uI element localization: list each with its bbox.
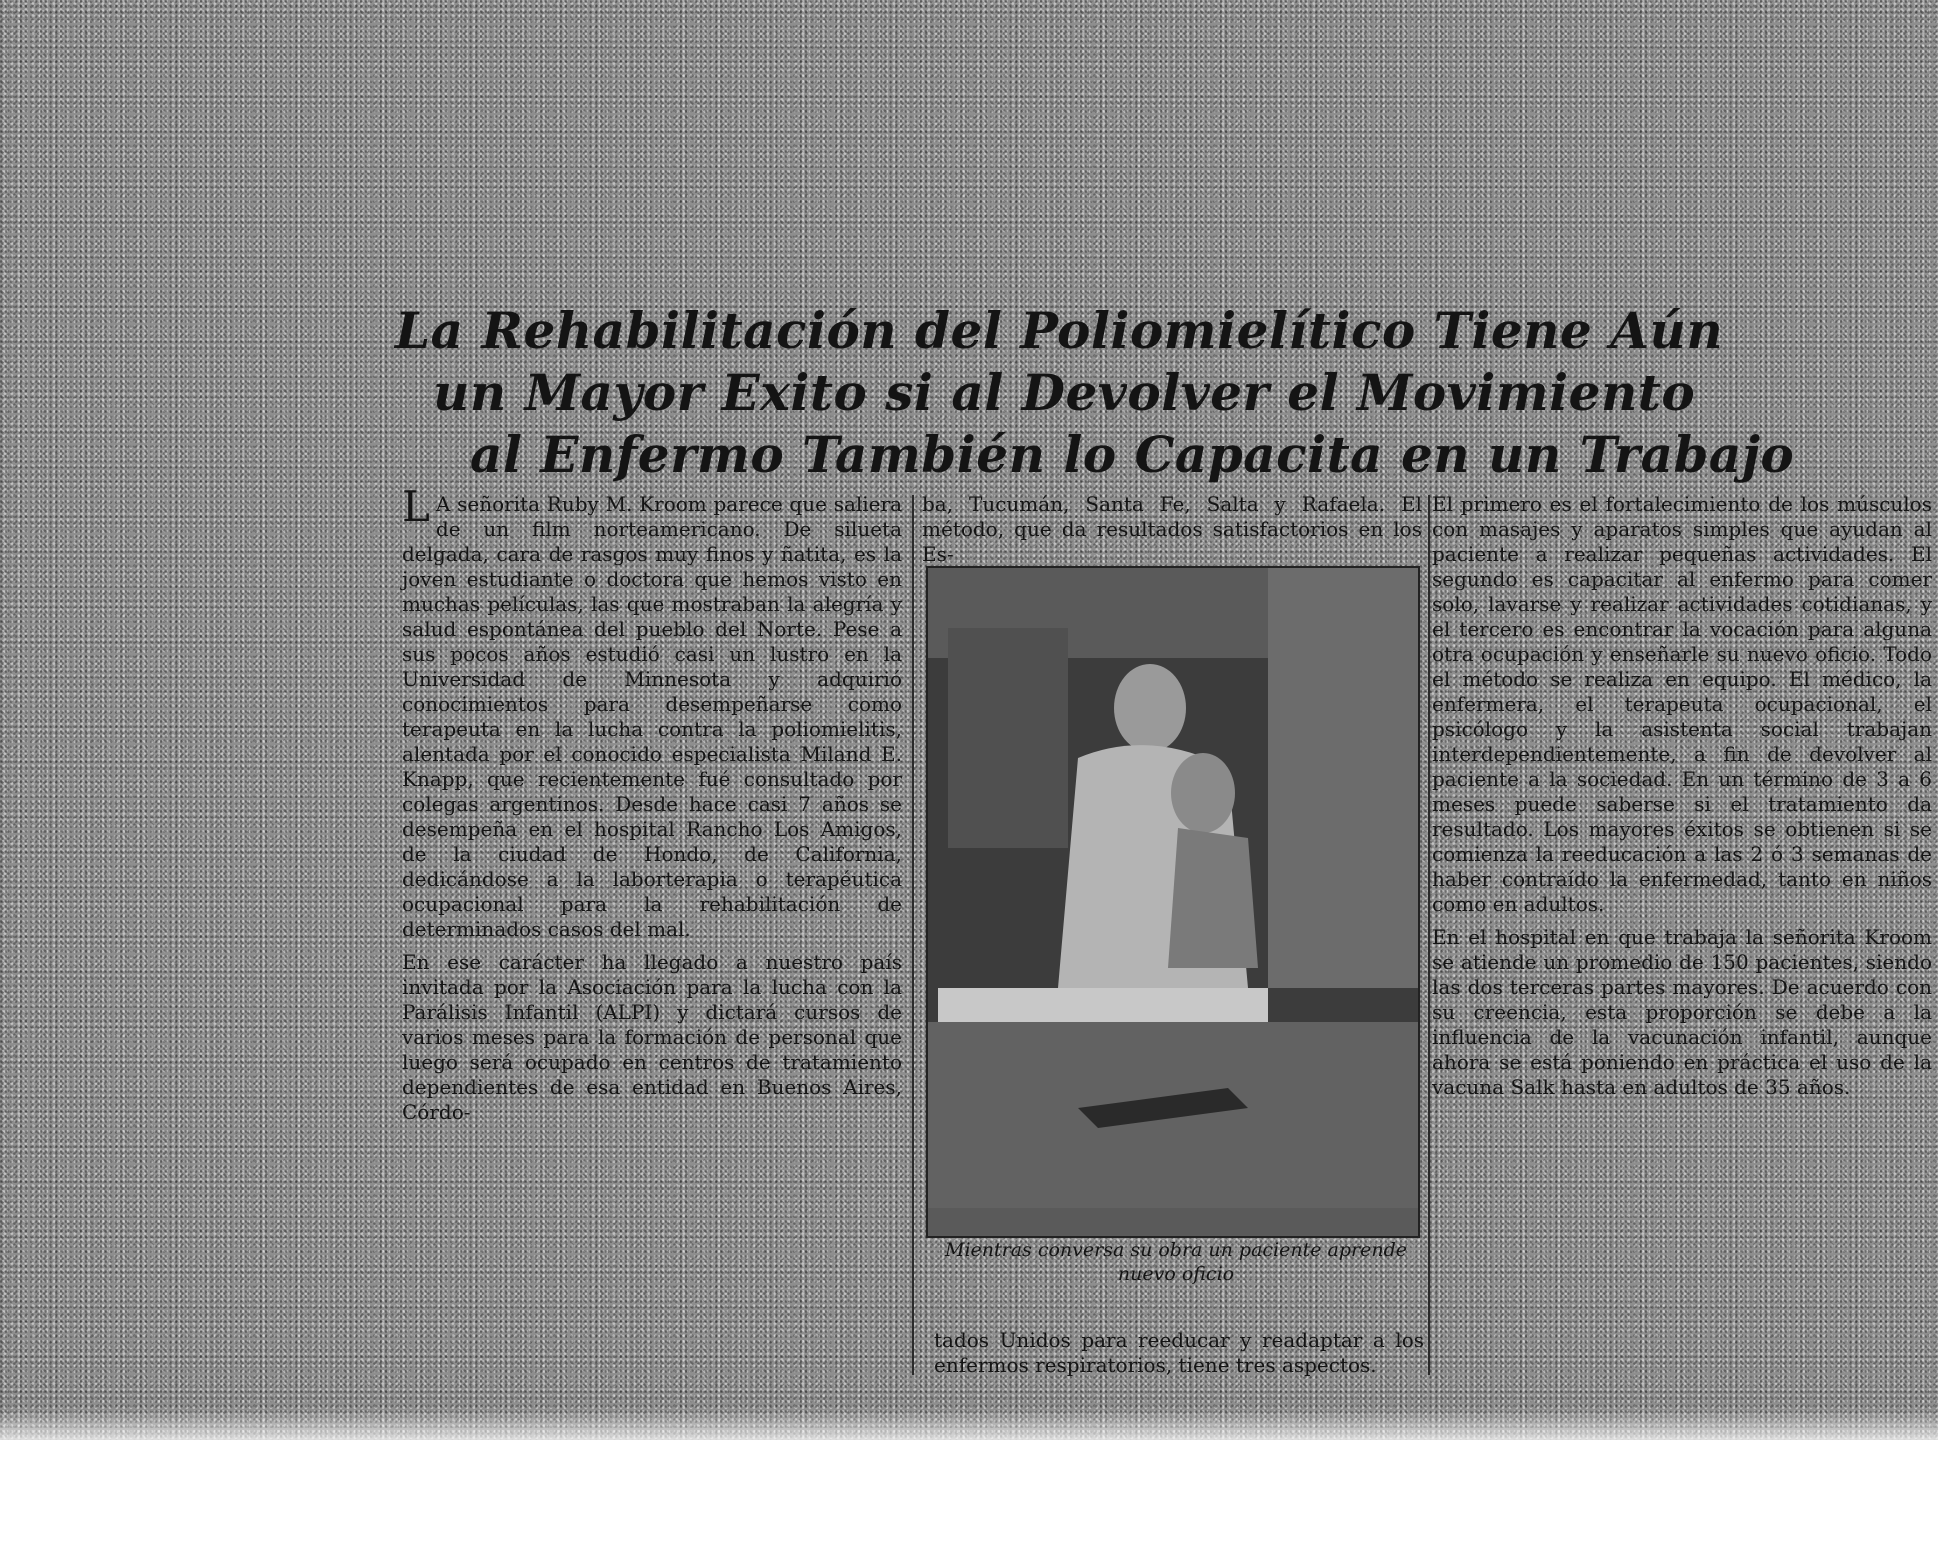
headline-line-3: al Enfermo También lo Capacita en un Trabajo (470, 425, 1795, 484)
column-divider (1428, 495, 1430, 1375)
column-3-paragraph-2: En el hospital en que trabaja la señorita Kroom se atiende un promedio de 150 pacientes, siendo las dos terceras partes mayores. De acuerdo con su creencia, esta proporción se debe a la influencia de la vacunación infantil, aunque ahora se está poniendo en práctica el uso de la vacuna Salk hasta en adultos de 35 años. (1432, 925, 1932, 1099)
article-column-3 (1432, 492, 1932, 1108)
column-1-paragraph-2: En ese carácter ha llegado a nuestro país invitada por la Asociación para la lucha con la Parálisis Infantil (ALPI) y dictará cursos de varios meses para la formación de personal que luego será ocupado en centros de tratamiento dependientes de esa entidad en Buenos Aires, Córdo- (402, 950, 902, 1124)
headline-line-2: un Mayor Exito si al Devolver el Movimiento (433, 363, 1696, 422)
photo-caption: Mientras conversa su obra un paciente aprende nuevo oficio (944, 1239, 1407, 1285)
column-2-top-text: ba, Tucumán, Santa Fe, Salta y Rafaela. El método, que da resultados satisfactorios en los Es- (922, 492, 1422, 566)
paper-edge (0, 1410, 1938, 1470)
article-photo (926, 566, 1420, 1238)
column-3-paragraph-1: El primero es el fortalecimiento de los músculos con masajes y aparatos simples que ayudan al paciente a realizar pequeñas actividades. El segundo es capacitar al enfermo para comer solo, lavarse y realizar actividades cotidianas, y el tercero es encontrar la vocación para alguna otra ocupación y enseñarle su nuevo oficio. Todo el método se realiza en equipo. El médico, la enfermera, el terapeuta ocupacional, el psicólogo y la asistenta social trabajan interdependientemente, a fin de devolver al paciente a la sociedad. En un término de 3 a 6 meses puede saberse si el tratamiento da resultado. Los mayores éxitos se obtienen si se comienza la reeducación a las 2 ó 3 semanas de haber contraído la enfermedad, tanto en niños como en adultos. (1432, 492, 1932, 916)
column-2-bottom-text: tados Unidos para reeducar y readaptar a los enfermos respiratorios, tiene tres aspectos. (934, 1328, 1424, 1377)
article-column-1 (402, 482, 902, 1133)
photo-image (928, 568, 1418, 1236)
drop-cap: L (402, 482, 430, 531)
column-1-paragraph-1-text: A señorita Ruby M. Kroom parece que saliera de un film norteamericano. De silueta delgada, cara de rasgos muy finos y ñatita, es la joven estudiante o doctora que hemos visto en muchas películas, las que mostraban la alegría y salud espontánea del pueblo del Norte. Pese a sus pocos años estudió casi un lustro en la Universidad de Minnesota y adquirió conocimientos para desempeñarse como terapeuta en la lucha contra la poliomielitis, alentada por el conocido especialista Miland E. Knapp, que recientemente fué consultado por colegas argentinos. Desde hace casi 7 años se desempeña en el hospital Rancho Los Amigos, de la ciudad de Hondo, de California, dedicándose a la laborterapia o terapéutica ocupacional para la rehabilitación de determinados casos del mal. (402, 492, 902, 941)
article-column-2 (922, 492, 1422, 575)
headline (395, 300, 1935, 486)
headline-line-1: La Rehabilitación del Poliomielítico Tiene Aún (395, 301, 1724, 360)
column-divider (912, 495, 914, 1375)
column-1-paragraph-1 (402, 482, 902, 942)
